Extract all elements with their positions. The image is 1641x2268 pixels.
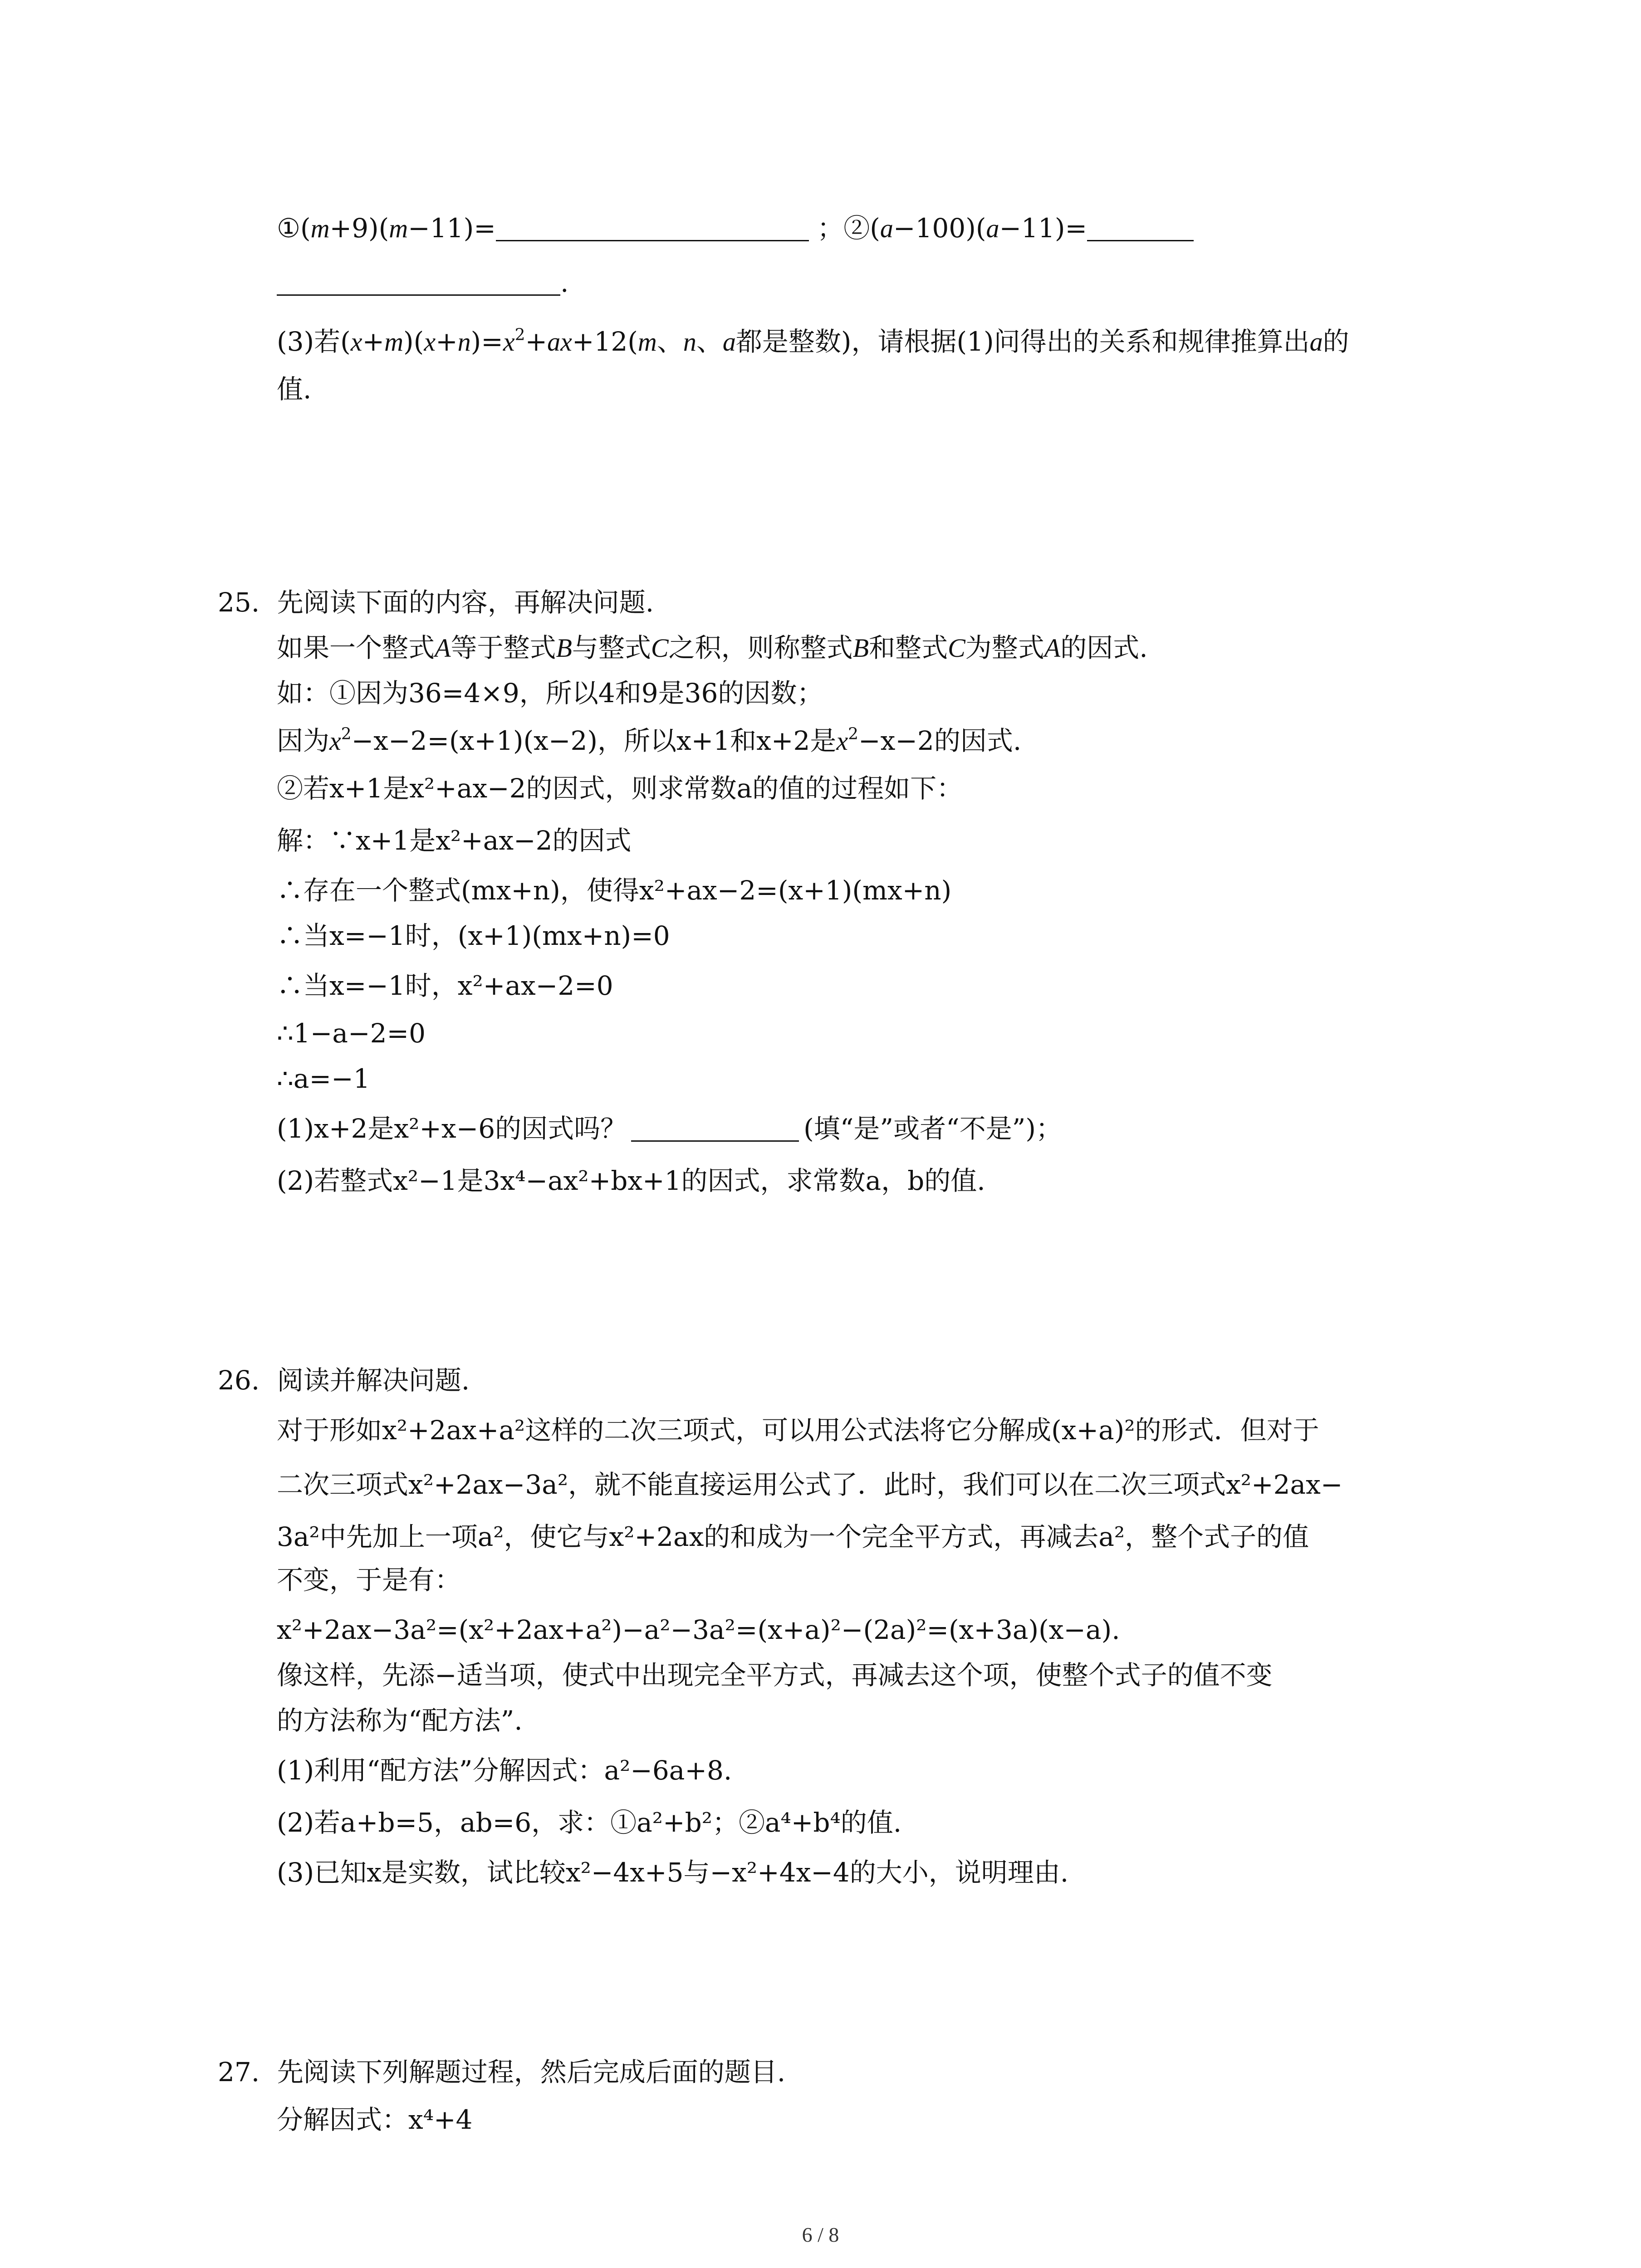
text: 等于整式: [451, 632, 556, 663]
text: 都是整数)，请根据(1)问得出的关系和规律推算出: [735, 326, 1310, 357]
q25-solution-4: ∴当x=−1时，x²+ax−2=0: [277, 970, 613, 1001]
answer-blank[interactable]: [496, 214, 809, 241]
text: +12(: [572, 326, 638, 357]
text: 和整式: [869, 632, 948, 663]
text: +9)(: [329, 213, 389, 244]
q25-solution-1: 解：∵x+1是x²+ax−2的因式: [277, 825, 632, 856]
q24-part3: (3)若$(x+m)(x+n)=x^2+ax+12(m$、n、a都是整数)，请根据(1)问得出的关系和规律推算出a的: [277, 325, 1349, 357]
text: 为整式: [965, 632, 1044, 663]
q26-header: [218, 1365, 470, 1396]
q25-example-1: 如：①因为36=4×9，所以4和9是36的因数；: [277, 678, 823, 709]
text: (3)若(: [277, 326, 351, 357]
q25-solution-2: ∴存在一个整式(mx+n)，使得x²+ax−2=(x+1)(mx+n): [277, 875, 952, 906]
q26-text-2: 二次三项式x²+2ax−3a²，就不能直接运用公式了．此时，我们可以在二次三项式x²+2ax−: [277, 1469, 1343, 1500]
q26-part3: (3)已知x是实数，试比较x²−4x+5与−x²+4x−4的大小，说明理由.: [277, 1857, 1069, 1888]
text: −x−2=(x+1)(x−2)，所以x+1和x+2是: [351, 725, 837, 756]
q26-text-3: 3a²中先加上一项a²，使它与x²+2ax的和成为一个完全平方式，再减去a²，整个式子的值: [277, 1521, 1309, 1552]
question-number: 27.: [218, 2057, 260, 2087]
question-number: 25.: [218, 587, 260, 618]
text: 的因式.: [1060, 632, 1148, 663]
answer-blank-continued[interactable]: [277, 268, 560, 296]
text: 因为: [277, 725, 330, 756]
text: 的: [1323, 326, 1349, 357]
q27-header: [218, 2057, 785, 2087]
q25-solution-6: ∴a=−1: [277, 1063, 370, 1094]
page-number: 6 / 8: [802, 2223, 839, 2246]
text: )(: [403, 326, 424, 357]
text: −11)=: [999, 213, 1087, 244]
q26-text-6: 像这样，先添−适当项，使式中出现完全平方式，再减去这个项，使整个式子的值不变: [277, 1660, 1273, 1691]
q26-text-4: 不变，于是有：: [277, 1564, 461, 1595]
q24-part3-continued: 值.: [277, 374, 312, 405]
q25-header: [218, 587, 654, 618]
question-title: 阅读并解决问题.: [277, 1365, 470, 1396]
text: 如果一个整式: [277, 632, 435, 663]
q26-text-1: 对于形如x²+2ax+a²这样的二次三项式，可以用公式法将它分解成(x+a)²的形式．但对于: [277, 1415, 1319, 1446]
answer-blank[interactable]: [1087, 214, 1194, 241]
q25-solution-3: ∴当x=−1时，(x+1)(mx+n)=0: [277, 920, 670, 951]
text: 之积，则称整式: [668, 632, 853, 663]
q26-equation: x²+2ax−3a²=(x²+2ax+a²)−a²−3a²=(x+a)²−(2a)²=(x+3a)(x−a).: [277, 1614, 1120, 1645]
q25-part2: (2)若整式x²−1是3x⁴−ax²+bx+1的因式，求常数a，b的值.: [277, 1165, 985, 1196]
answer-blank[interactable]: [631, 1114, 799, 1142]
text: −x−2的因式.: [858, 725, 1022, 756]
q25-definition: 如果一个整式A等于整式B与整式C之积，则称整式B和整式C为整式A的因式.: [277, 632, 1148, 663]
text: .: [560, 267, 569, 298]
q26-part1: (1)利用“配方法”分解因式：a²−6a+8.: [277, 1755, 732, 1786]
text: ①(: [277, 213, 311, 244]
q25-part1: [277, 1114, 1062, 1144]
question-title: 先阅读下列解题过程，然后完成后面的题目.: [277, 2057, 786, 2087]
q24-subquestion-line-2: [277, 268, 568, 298]
text: 与整式: [572, 632, 651, 663]
text: ；②(: [817, 213, 880, 244]
question-title: 先阅读下面的内容，再解决问题.: [277, 587, 654, 618]
text: −11)=: [408, 213, 496, 244]
text: (1)x+2是x²+x−6的因式吗？: [277, 1113, 627, 1144]
q25-solution-5: ∴1−a−2=0: [277, 1018, 426, 1049]
text: )=: [470, 326, 503, 357]
q26-part2: (2)若a+b=5，ab=6，求：①a²+b²；②a⁴+b⁴的值.: [277, 1807, 902, 1838]
q26-text-7: 的方法称为“配方法”.: [277, 1705, 523, 1736]
text: (填“是”或者“不是”)；: [803, 1113, 1063, 1144]
question-number: 26.: [218, 1365, 260, 1396]
q25-example-2: 因为$x^2-x-2=(x+1)(x-2)$，所以x+1和x+2是$x^2-x-2$的因式.: [277, 724, 1022, 756]
q24-subquestion-line-1: ①(m+9)(m−11)= ；②(a−100)(a−11)=: [277, 213, 1194, 244]
q27-task: 分解因式：x⁴+4: [277, 2104, 473, 2135]
q25-example-3: ②若x+1是x²+ax−2的因式，则求常数a的值的过程如下：: [277, 773, 963, 804]
text: −100)(: [893, 213, 986, 244]
